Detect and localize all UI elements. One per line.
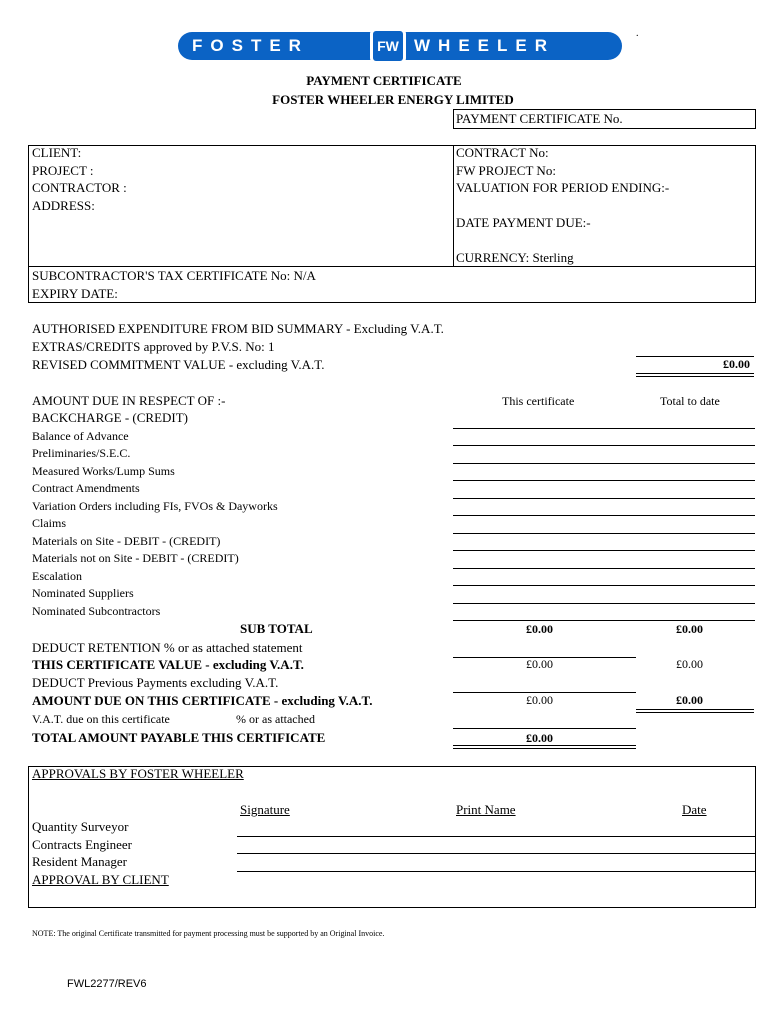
line-item: Preliminaries/S.E.C. xyxy=(32,446,131,460)
previous-payments-label: DEDUCT Previous Payments excluding V.A.T. xyxy=(32,675,279,690)
column-this-certificate: This certificate xyxy=(502,394,575,408)
line-item: BACKCHARGE - (CREDIT) xyxy=(32,410,188,425)
address-label: ADDRESS: xyxy=(32,198,95,213)
amount-due-heading: AMOUNT DUE IN RESPECT OF :- xyxy=(32,393,226,408)
quantity-surveyor-label: Quantity Surveyor xyxy=(32,819,129,834)
entry-line[interactable] xyxy=(453,515,755,516)
revised-value: £0.00 xyxy=(723,357,750,371)
line-item: Materials on Site - DEBIT - (CREDIT) xyxy=(32,534,221,548)
entry-line[interactable] xyxy=(453,620,755,621)
extras-credits: EXTRAS/CREDITS approved by P.V.S. No: 1 xyxy=(32,339,275,354)
foster-wheeler-logo xyxy=(178,32,622,60)
print-name-column-label: Print Name xyxy=(456,802,516,817)
logo-mark: . xyxy=(636,28,639,39)
total-payable-value: £0.00 xyxy=(526,731,553,745)
expiry-date-label: EXPIRY DATE: xyxy=(32,286,118,301)
sub-total-to-date: £0.00 xyxy=(676,622,703,636)
qs-signature-line[interactable] xyxy=(237,836,755,837)
sub-total-this: £0.00 xyxy=(526,622,553,636)
client-label: CLIENT: xyxy=(32,145,82,160)
fw-project-label: FW PROJECT No: xyxy=(456,163,556,178)
company-name: FOSTER WHEELER ENERGY LIMITED xyxy=(272,92,514,107)
date-due-label: DATE PAYMENT DUE:- xyxy=(456,215,591,230)
client-approval-label: APPROVAL BY CLIENT xyxy=(32,872,169,887)
certificate-value-label: THIS CERTIFICATE VALUE - excluding V.A.T. xyxy=(32,657,304,672)
sub-total-label: SUB TOTAL xyxy=(240,621,313,636)
authorised-expenditure: AUTHORISED EXPENDITURE FROM BID SUMMARY - Excluding V.A.T. xyxy=(32,321,444,336)
entry-line[interactable] xyxy=(453,445,755,446)
entry-line[interactable] xyxy=(453,550,755,551)
line-item: Variation Orders including FIs, FVOs & Dayworks xyxy=(32,499,278,513)
contractor-label: CONTRACTOR : xyxy=(32,180,127,195)
date-column-label: Date xyxy=(682,802,707,817)
column-total-to-date: Total to date xyxy=(660,394,720,408)
amount-due-label: AMOUNT DUE ON THIS CERTIFICATE - excluding V.A.T. xyxy=(32,693,373,708)
note-text: NOTE: The original Certificate transmitted for payment processing must be supported by an Original Invoice. xyxy=(32,929,385,938)
ce-signature-line[interactable] xyxy=(237,853,755,854)
contract-no-label: CONTRACT No: xyxy=(456,145,549,160)
amount-due-line-2 xyxy=(636,712,754,713)
total-payable-label: TOTAL AMOUNT PAYABLE THIS CERTIFICATE xyxy=(32,730,326,745)
amount-due-total: £0.00 xyxy=(676,693,703,707)
page-title: PAYMENT CERTIFICATE xyxy=(306,73,462,88)
vat-line[interactable] xyxy=(453,728,636,729)
revised-line-2 xyxy=(636,376,754,377)
line-item: Claims xyxy=(32,516,67,530)
entry-line[interactable] xyxy=(453,568,755,569)
vat-percent-label: % or as attached xyxy=(236,712,315,726)
amount-due-line-1 xyxy=(636,709,754,710)
entry-line[interactable] xyxy=(453,585,755,586)
line-item: Escalation xyxy=(32,569,82,583)
certificate-value-this: £0.00 xyxy=(526,657,553,671)
revised-line-1 xyxy=(636,373,754,374)
valuation-label: VALUATION FOR PERIOD ENDING:- xyxy=(456,180,670,195)
currency-label: CURRENCY: Sterling xyxy=(456,250,574,265)
revised-commitment: REVISED COMMITMENT VALUE - excluding V.A.T. xyxy=(32,357,325,372)
entry-line[interactable] xyxy=(453,463,755,464)
signature-column-label: Signature xyxy=(240,802,290,817)
payable-line-1 xyxy=(453,745,636,746)
approvals-heading: APPROVALS BY FOSTER WHEELER xyxy=(32,766,244,781)
info-vertical-divider xyxy=(453,145,454,266)
entry-line[interactable] xyxy=(453,498,755,499)
entry-line[interactable] xyxy=(453,428,755,429)
logo-left-text: FOSTER xyxy=(192,36,309,55)
certificate-value-total: £0.00 xyxy=(676,657,703,671)
payable-line-2 xyxy=(453,748,636,749)
form-reference: FWL2277/REV6 xyxy=(67,978,147,990)
amount-due-this: £0.00 xyxy=(526,693,553,707)
fw-emblem-icon: FW xyxy=(370,28,406,64)
resident-manager-label: Resident Manager xyxy=(32,854,127,869)
line-item: Measured Works/Lump Sums xyxy=(32,464,175,478)
line-item: Contract Amendments xyxy=(32,481,140,495)
line-item: Balance of Advance xyxy=(32,429,129,443)
line-item: Nominated Subcontractors xyxy=(32,604,161,618)
retention-label: DEDUCT RETENTION % or as attached statement xyxy=(32,640,303,655)
project-label: PROJECT : xyxy=(32,163,94,178)
entry-line[interactable] xyxy=(453,533,755,534)
logo-right-text: WHEELER xyxy=(414,36,555,55)
info-divider xyxy=(28,266,756,267)
contracts-engineer-label: Contracts Engineer xyxy=(32,837,132,852)
line-item: Nominated Suppliers xyxy=(32,586,134,600)
vat-label: V.A.T. due on this certificate xyxy=(32,712,170,726)
certificate-number-box[interactable] xyxy=(453,109,756,129)
certificate-number-label: PAYMENT CERTIFICATE No. xyxy=(456,111,623,126)
entry-line[interactable] xyxy=(453,480,755,481)
rm-signature-line[interactable] xyxy=(237,871,755,872)
entry-line[interactable] xyxy=(453,603,755,604)
tax-certificate-label: SUBCONTRACTOR'S TAX CERTIFICATE No: N/A xyxy=(32,268,316,283)
line-item: Materials not on Site - DEBIT - (CREDIT) xyxy=(32,551,239,565)
